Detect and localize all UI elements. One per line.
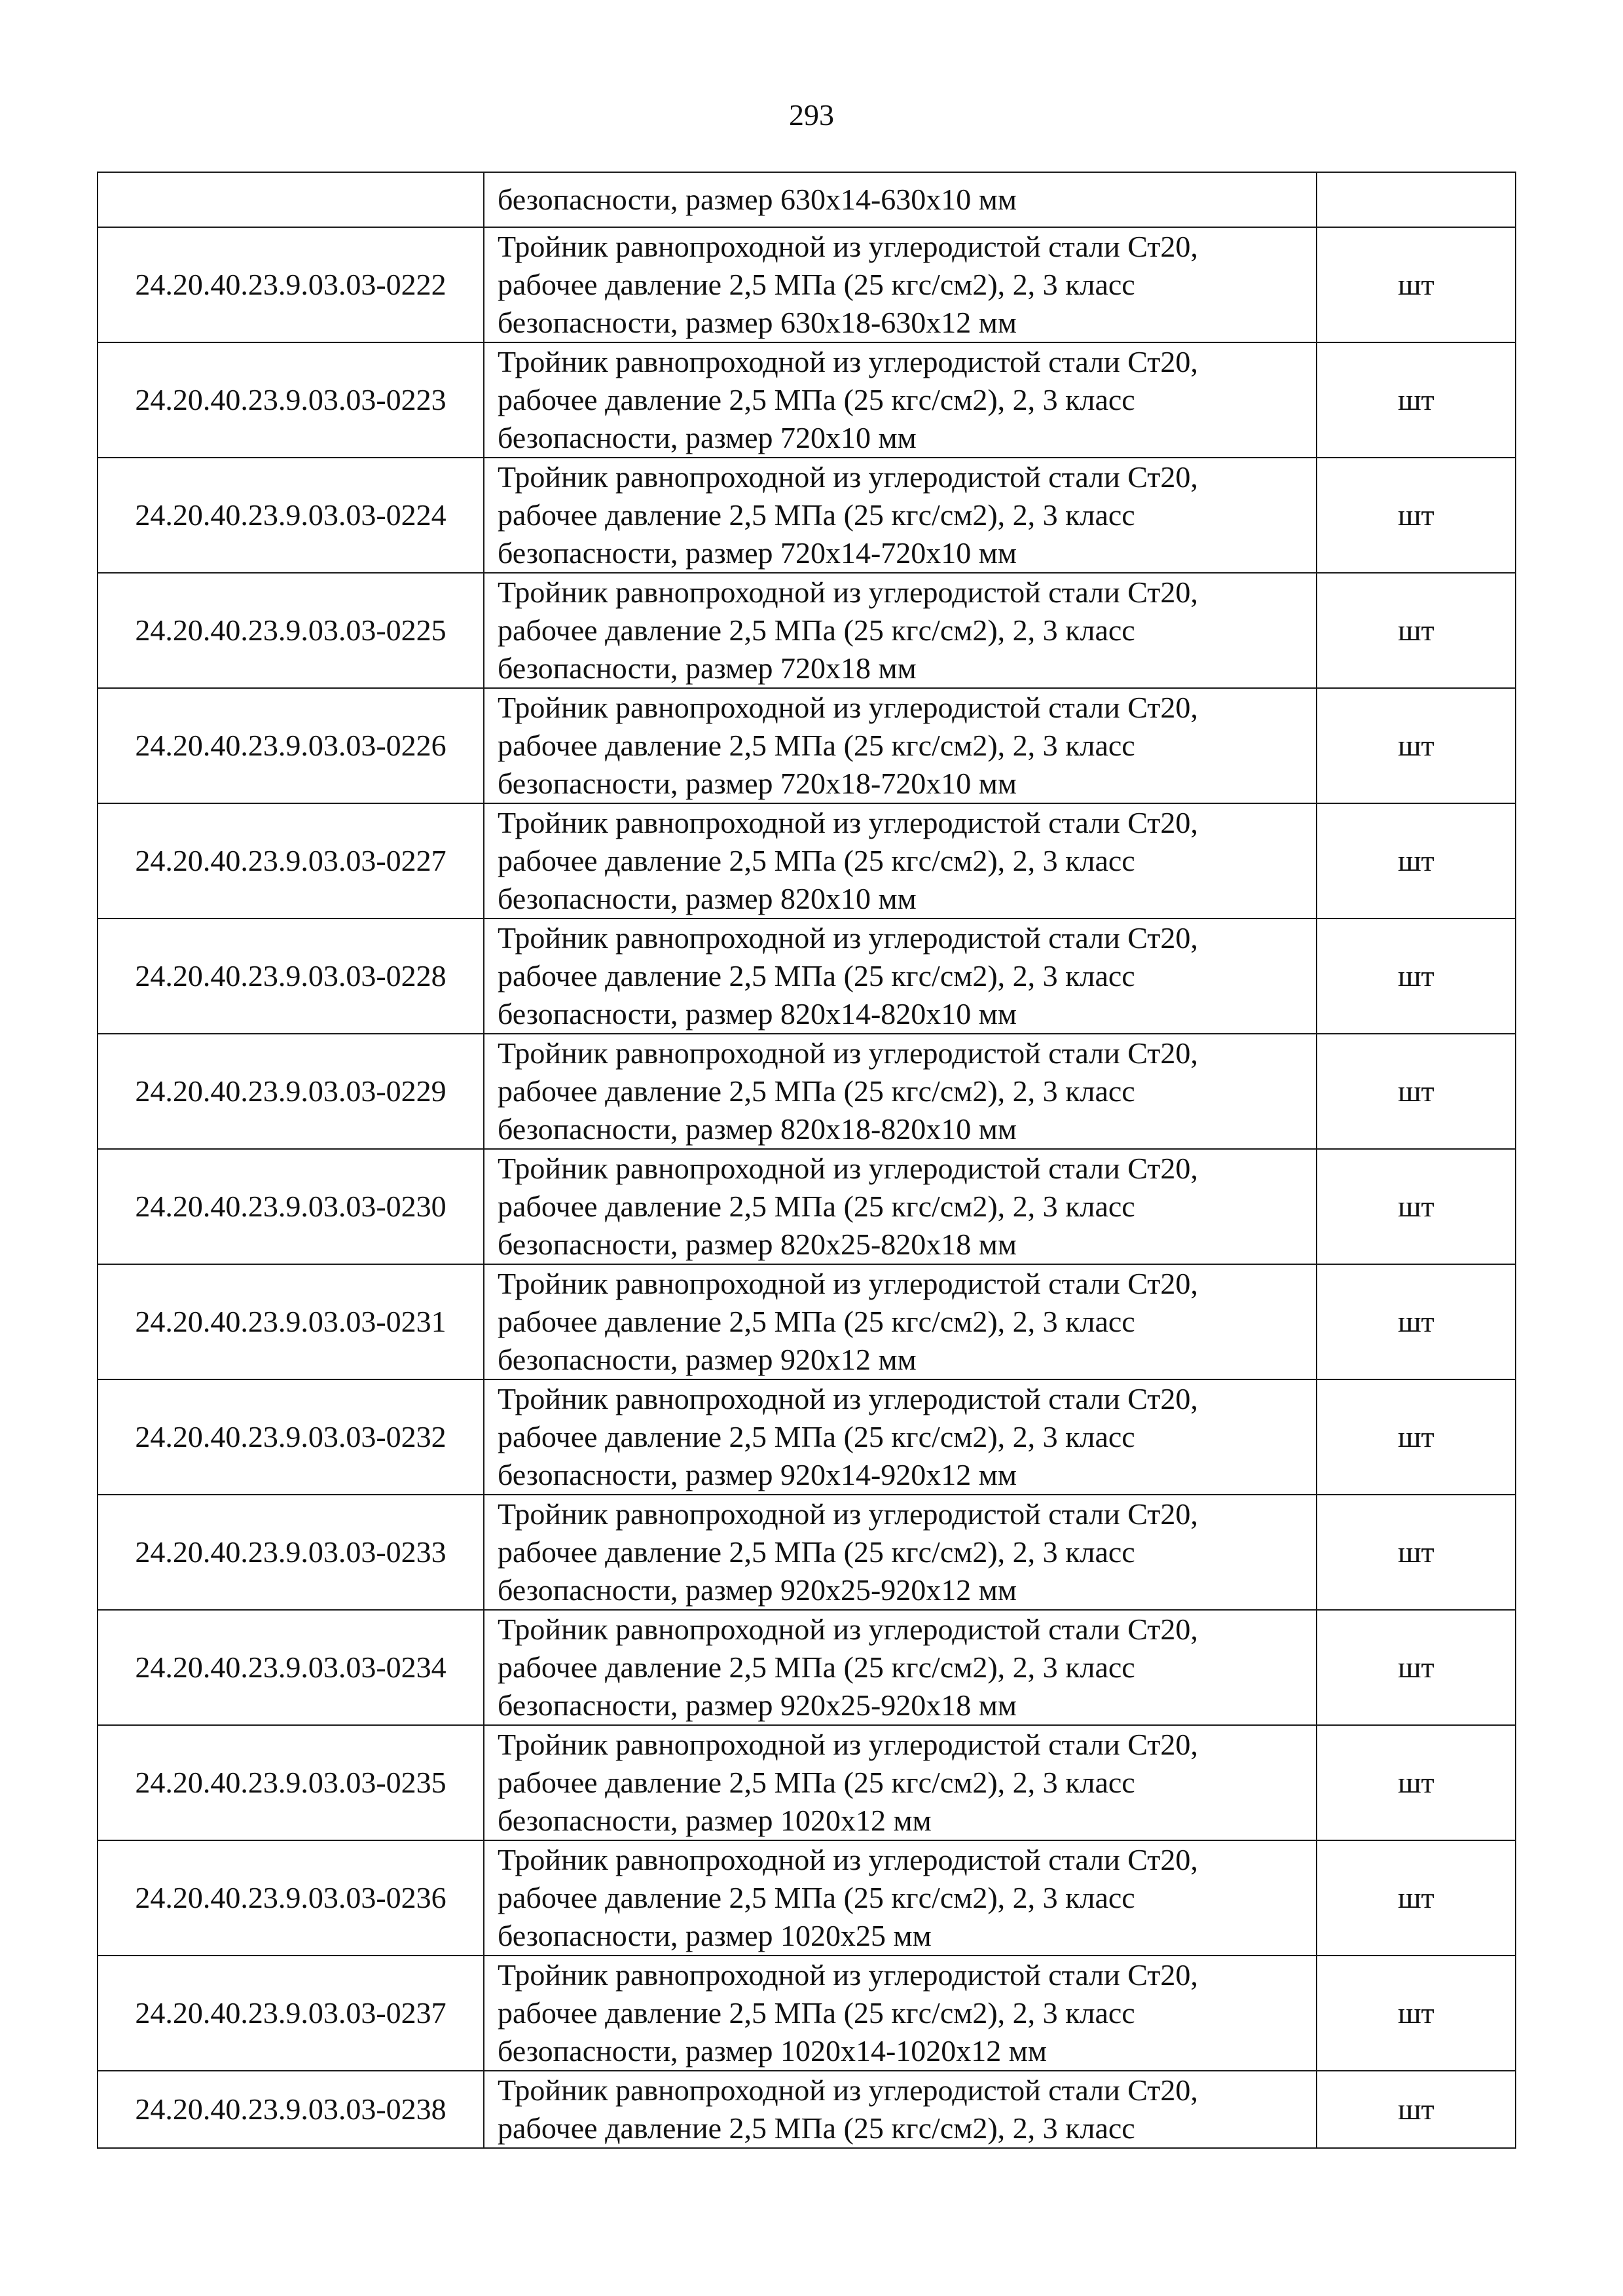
description-line: безопасности, размер 720х18 мм: [498, 651, 917, 685]
description-line: рабочее давление 2,5 МПа (25 кгс/см2), 2, 3 класс: [498, 959, 1135, 993]
description-line: безопасности, размер 1020х12 мм: [498, 1804, 932, 1837]
unit-cell: шт: [1317, 1034, 1516, 1149]
code-cell: 24.20.40.23.9.03.03-0238: [98, 2071, 484, 2148]
description-line: безопасности, размер 920х12 мм: [498, 1343, 917, 1376]
unit-cell: шт: [1317, 803, 1516, 919]
code-cell: 24.20.40.23.9.03.03-0230: [98, 1149, 484, 1264]
unit-cell: шт: [1317, 1495, 1516, 1610]
description-line: Тройник равнопроходной из углеродистой стали Ст20,: [498, 1267, 1198, 1300]
table-row: [98, 919, 1516, 1034]
table-row: [98, 1725, 1516, 1840]
code-cell: 24.20.40.23.9.03.03-0231: [98, 1264, 484, 1379]
description-line: Тройник равнопроходной из углеродистой стали Ст20,: [498, 691, 1198, 724]
description-line: безопасности, размер 920х25-920х18 мм: [498, 1688, 1017, 1722]
description-line: рабочее давление 2,5 МПа (25 кгс/см2), 2, 3 класс: [498, 1074, 1135, 1108]
description-line: рабочее давление 2,5 МПа (25 кгс/см2), 2, 3 класс: [498, 268, 1135, 301]
description-line: рабочее давление 2,5 МПа (25 кгс/см2), 2, 3 класс: [498, 1305, 1135, 1338]
description-line: Тройник равнопроходной из углеродистой стали Ст20,: [498, 921, 1198, 955]
unit-cell: шт: [1317, 227, 1516, 342]
unit-cell: шт: [1317, 1149, 1516, 1264]
unit-cell: шт: [1317, 1379, 1516, 1495]
description-line: Тройник равнопроходной из углеродистой стали Ст20,: [498, 1728, 1198, 1761]
description-line: безопасности, размер 1020х25 мм: [498, 1919, 932, 1952]
description-line: рабочее давление 2,5 МПа (25 кгс/см2), 2, 3 класс: [498, 383, 1135, 416]
table-row: [98, 227, 1516, 342]
description-cell: [484, 1149, 1317, 1264]
table-row: [98, 342, 1516, 458]
table-row: [98, 1034, 1516, 1149]
description-line: Тройник равнопроходной из углеродистой стали Ст20,: [498, 575, 1198, 609]
description-line: безопасности, размер 1020х14-1020х12 мм: [498, 2034, 1048, 2068]
unit-cell: шт: [1317, 342, 1516, 458]
code-cell: 24.20.40.23.9.03.03-0225: [98, 573, 484, 688]
description-cell: [484, 172, 1317, 227]
description-cell: [484, 1264, 1317, 1379]
description-cell: [484, 1034, 1317, 1149]
unit-cell: шт: [1317, 688, 1516, 803]
unit-cell: шт: [1317, 1264, 1516, 1379]
description-line: рабочее давление 2,5 МПа (25 кгс/см2), 2, 3 класс: [498, 2111, 1135, 2145]
unit-cell: шт: [1317, 458, 1516, 573]
description-line: Тройник равнопроходной из углеродистой стали Ст20,: [498, 1613, 1198, 1646]
unit-cell: шт: [1317, 1610, 1516, 1725]
description-line: рабочее давление 2,5 МПа (25 кгс/см2), 2, 3 класс: [498, 1190, 1135, 1223]
description-line: безопасности, размер 820х18-820х10 мм: [498, 1112, 1017, 1146]
description-cell: [484, 1956, 1317, 2071]
description-line: рабочее давление 2,5 МПа (25 кгс/см2), 2, 3 класс: [498, 844, 1135, 877]
description-cell: [484, 1840, 1317, 1956]
code-cell: 24.20.40.23.9.03.03-0235: [98, 1725, 484, 1840]
table-row: [98, 803, 1516, 919]
code-cell: 24.20.40.23.9.03.03-0228: [98, 919, 484, 1034]
code-cell: 24.20.40.23.9.03.03-0223: [98, 342, 484, 458]
description-line: безопасности, размер 720х10 мм: [498, 421, 917, 454]
code-cell: [98, 172, 484, 227]
description-line: рабочее давление 2,5 МПа (25 кгс/см2), 2, 3 класс: [498, 1420, 1135, 1453]
description-cell: [484, 573, 1317, 688]
description-line: безопасности, размер 820х10 мм: [498, 882, 917, 915]
description-line: рабочее давление 2,5 МПа (25 кгс/см2), 2, 3 класс: [498, 1996, 1135, 2030]
description-line: Тройник равнопроходной из углеродистой стали Ст20,: [498, 1152, 1198, 1185]
description-line: Тройник равнопроходной из углеродистой стали Ст20,: [498, 230, 1198, 263]
table-row: [98, 1264, 1516, 1379]
page-number: 293: [789, 98, 834, 132]
description-cell: [484, 688, 1317, 803]
description-line: рабочее давление 2,5 МПа (25 кгс/см2), 2, 3 класс: [498, 1650, 1135, 1684]
description-line: Тройник равнопроходной из углеродистой стали Ст20,: [498, 1958, 1198, 1992]
description-cell: [484, 919, 1317, 1034]
description-cell: [484, 803, 1317, 919]
description-line: рабочее давление 2,5 МПа (25 кгс/см2), 2, 3 класс: [498, 1535, 1135, 1569]
code-cell: 24.20.40.23.9.03.03-0229: [98, 1034, 484, 1149]
description-cell: [484, 1379, 1317, 1495]
description-line: рабочее давление 2,5 МПа (25 кгс/см2), 2, 3 класс: [498, 729, 1135, 762]
description-line: рабочее давление 2,5 МПа (25 кгс/см2), 2, 3 класс: [498, 1766, 1135, 1799]
table-row: [98, 1610, 1516, 1725]
resource-table: [97, 172, 1516, 2149]
code-cell: 24.20.40.23.9.03.03-0233: [98, 1495, 484, 1610]
unit-cell: шт: [1317, 573, 1516, 688]
code-cell: 24.20.40.23.9.03.03-0222: [98, 227, 484, 342]
code-cell: 24.20.40.23.9.03.03-0236: [98, 1840, 484, 1956]
description-line: Тройник равнопроходной из углеродистой стали Ст20,: [498, 1843, 1198, 1876]
table-row: [98, 1149, 1516, 1264]
description-line: Тройник равнопроходной из углеродистой стали Ст20,: [498, 806, 1198, 839]
unit-cell: [1317, 172, 1516, 227]
description-cell: [484, 1495, 1317, 1610]
unit-cell: шт: [1317, 1725, 1516, 1840]
description-line: Тройник равнопроходной из углеродистой стали Ст20,: [498, 460, 1198, 494]
description-line: безопасности, размер 630х14-630х10 мм: [498, 183, 1017, 216]
description-line: рабочее давление 2,5 МПа (25 кгс/см2), 2, 3 класс: [498, 498, 1135, 532]
code-cell: 24.20.40.23.9.03.03-0227: [98, 803, 484, 919]
description-line: безопасности, размер 630х18-630х12 мм: [498, 306, 1017, 339]
description-cell: [484, 1725, 1317, 1840]
description-cell: [484, 227, 1317, 342]
code-cell: 24.20.40.23.9.03.03-0234: [98, 1610, 484, 1725]
table-row: [98, 1495, 1516, 1610]
table-body: [98, 172, 1516, 2148]
description-cell: [484, 2071, 1317, 2148]
unit-cell: шт: [1317, 919, 1516, 1034]
description-cell: [484, 342, 1317, 458]
code-cell: 24.20.40.23.9.03.03-0224: [98, 458, 484, 573]
description-line: Тройник равнопроходной из углеродистой стали Ст20,: [498, 1382, 1198, 1415]
table-row: [98, 2071, 1516, 2148]
description-line: безопасности, размер 720х14-720х10 мм: [498, 536, 1017, 570]
description-line: безопасности, размер 920х25-920х12 мм: [498, 1573, 1017, 1607]
description-line: Тройник равнопроходной из углеродистой стали Ст20,: [498, 1036, 1198, 1070]
description-line: рабочее давление 2,5 МПа (25 кгс/см2), 2, 3 класс: [498, 1881, 1135, 1914]
description-line: Тройник равнопроходной из углеродистой стали Ст20,: [498, 1497, 1198, 1531]
table-row: [98, 458, 1516, 573]
table-row: [98, 573, 1516, 688]
description-line: рабочее давление 2,5 МПа (25 кгс/см2), 2, 3 класс: [498, 613, 1135, 647]
unit-cell: шт: [1317, 1840, 1516, 1956]
description-cell: [484, 458, 1317, 573]
description-line: Тройник равнопроходной из углеродистой стали Ст20,: [498, 345, 1198, 378]
description-line: безопасности, размер 720х18-720х10 мм: [498, 767, 1017, 800]
unit-cell: шт: [1317, 1956, 1516, 2071]
code-cell: 24.20.40.23.9.03.03-0226: [98, 688, 484, 803]
description-line: Тройник равнопроходной из углеродистой стали Ст20,: [498, 2073, 1198, 2107]
table-row: [98, 1379, 1516, 1495]
description-line: безопасности, размер 920х14-920х12 мм: [498, 1458, 1017, 1491]
table-row: [98, 1840, 1516, 1956]
code-cell: 24.20.40.23.9.03.03-0237: [98, 1956, 484, 2071]
description-line: безопасности, размер 820х14-820х10 мм: [498, 997, 1017, 1030]
table-row: [98, 1956, 1516, 2071]
table-row-continued: [98, 172, 1516, 227]
description-line: безопасности, размер 820х25-820х18 мм: [498, 1228, 1017, 1261]
code-cell: 24.20.40.23.9.03.03-0232: [98, 1379, 484, 1495]
unit-cell: шт: [1317, 2071, 1516, 2148]
description-cell: [484, 1610, 1317, 1725]
table-row: [98, 688, 1516, 803]
